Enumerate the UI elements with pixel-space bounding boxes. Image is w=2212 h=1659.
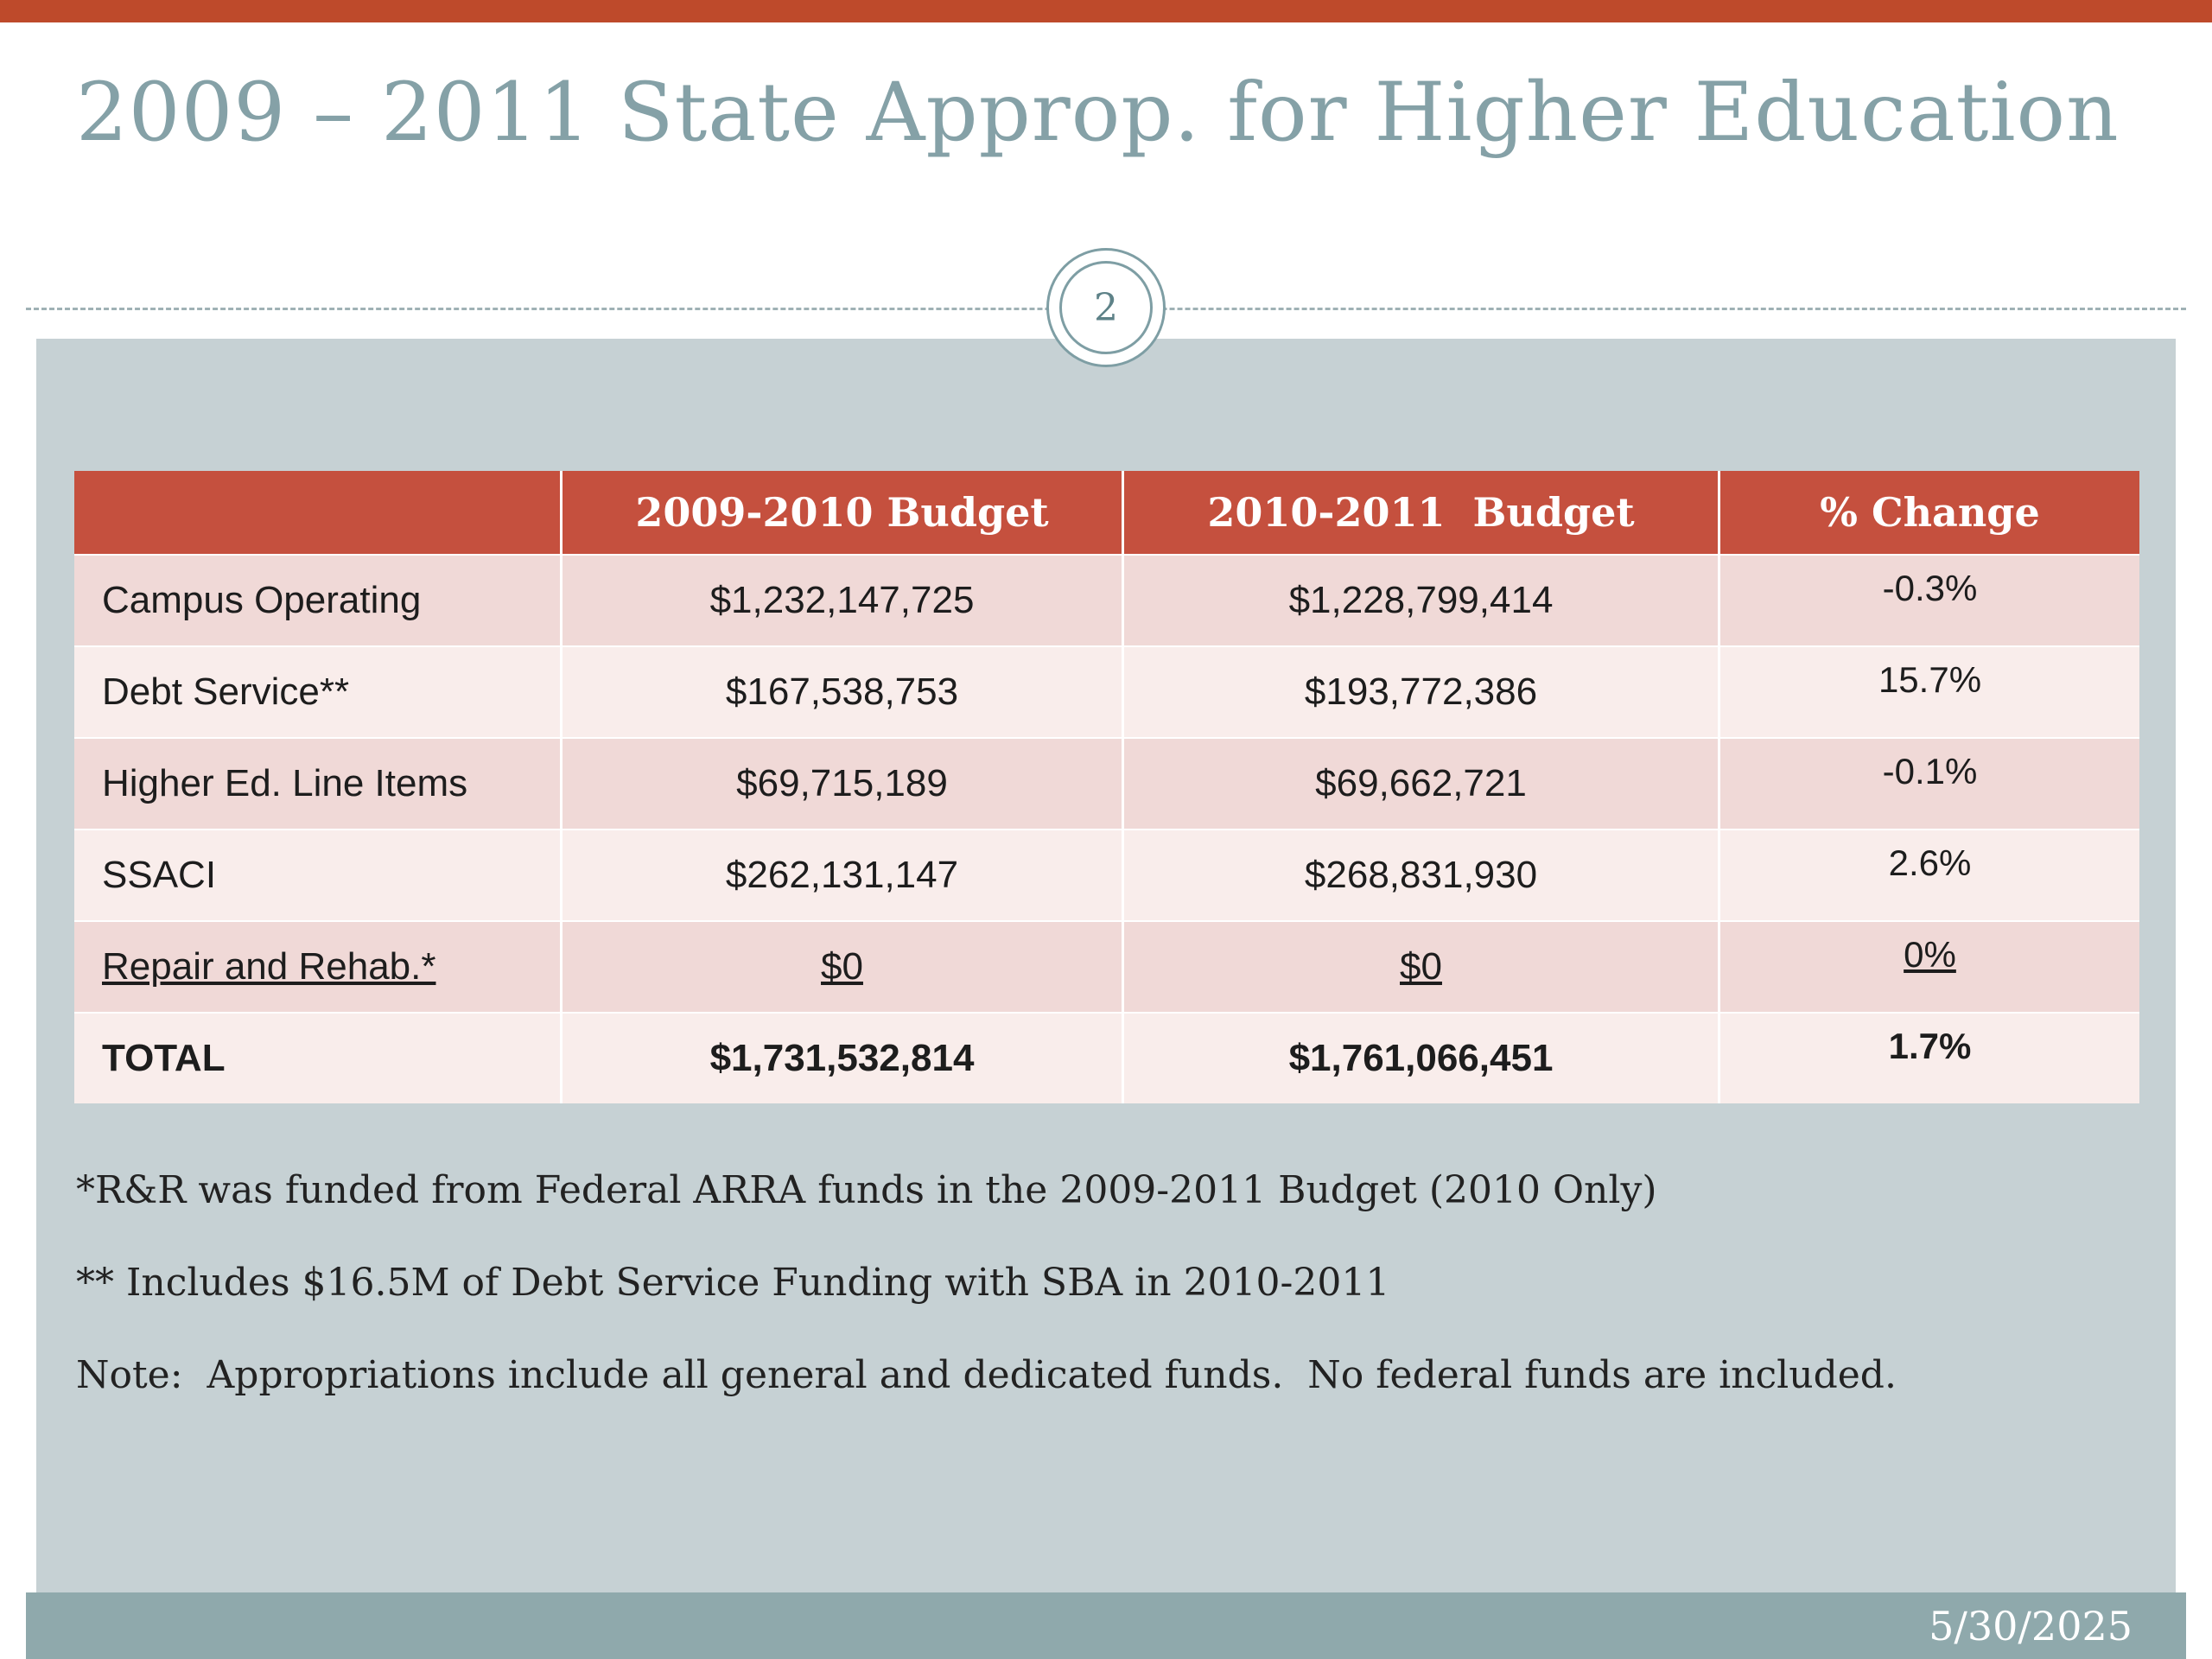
cell-budget-2010-2011: $1,228,799,414	[1124, 556, 1720, 645]
col-header-2009-2010-budget: 2009-2010 Budget	[563, 471, 1124, 554]
col-header-2010-2011-budget: 2010-2011 Budget	[1124, 471, 1720, 554]
cell-budget-2010-2011: $0	[1124, 922, 1720, 1012]
table-row-higher-ed-line-items	[74, 737, 2139, 829]
col-header-empty	[74, 471, 563, 554]
col-header-pct-change: % Change	[1820, 489, 2040, 536]
footnotes	[76, 1168, 2098, 1446]
page-title: 2009 – 2011 State Approp. for Higher Education	[76, 66, 2120, 160]
cell-budget-2009-2010: $1,232,147,725	[563, 556, 1124, 645]
table-row-campus-operating	[74, 554, 2139, 645]
table-header-row	[74, 471, 2139, 554]
cell-budget-2009-2010: $1,731,532,814	[563, 1014, 1124, 1103]
cell-pct-change: -0.3%	[1882, 568, 1978, 608]
row-label: Campus Operating	[74, 556, 563, 645]
budget-table	[74, 471, 2139, 1103]
row-label: Higher Ed. Line Items	[74, 739, 563, 829]
table-row-total	[74, 1012, 2139, 1103]
footer-date: 5/30/2025	[1929, 1602, 2133, 1649]
table-row-repair-and-rehab	[74, 920, 2139, 1012]
row-label: Debt Service**	[74, 647, 563, 737]
cell-budget-2010-2011: $268,831,930	[1124, 830, 1720, 920]
cell-pct-change: 2.6%	[1888, 842, 1972, 883]
row-label: TOTAL	[74, 1014, 563, 1103]
cell-pct-change: 0%	[1904, 934, 1956, 975]
footnote-appropriations: Note: Appropriations include all general and dedicated funds. No federal funds are included.	[76, 1353, 1897, 1397]
footnote-debt-service-sba: ** Includes $16.5M of Debt Service Funding with SBA in 2010-2011	[76, 1261, 1390, 1305]
cell-budget-2009-2010: $69,715,189	[563, 739, 1124, 829]
row-label: Repair and Rehab.*	[74, 922, 563, 1012]
cell-budget-2010-2011: $69,662,721	[1124, 739, 1720, 829]
page-number-badge	[1046, 248, 1166, 367]
table-row-debt-service	[74, 645, 2139, 737]
cell-pct-change: -0.1%	[1882, 751, 1978, 791]
cell-budget-2009-2010: $262,131,147	[563, 830, 1124, 920]
cell-pct-change: 15.7%	[1878, 659, 1982, 700]
cell-budget-2009-2010: $167,538,753	[563, 647, 1124, 737]
page-number-badge-inner-ring	[1059, 261, 1153, 354]
footer-bar	[26, 1592, 2186, 1659]
cell-budget-2010-2011: $1,761,066,451	[1124, 1014, 1720, 1103]
page-number: 2	[1094, 285, 1118, 330]
row-label: SSACI	[74, 830, 563, 920]
cell-budget-2009-2010: $0	[563, 922, 1124, 1012]
top-accent-bar	[0, 0, 2212, 22]
table-row-ssaci	[74, 829, 2139, 920]
cell-budget-2010-2011: $193,772,386	[1124, 647, 1720, 737]
footnote-rr-arra: *R&R was funded from Federal ARRA funds in the 2009-2011 Budget (2010 Only)	[76, 1168, 1657, 1212]
cell-pct-change: 1.7%	[1888, 1026, 1972, 1066]
